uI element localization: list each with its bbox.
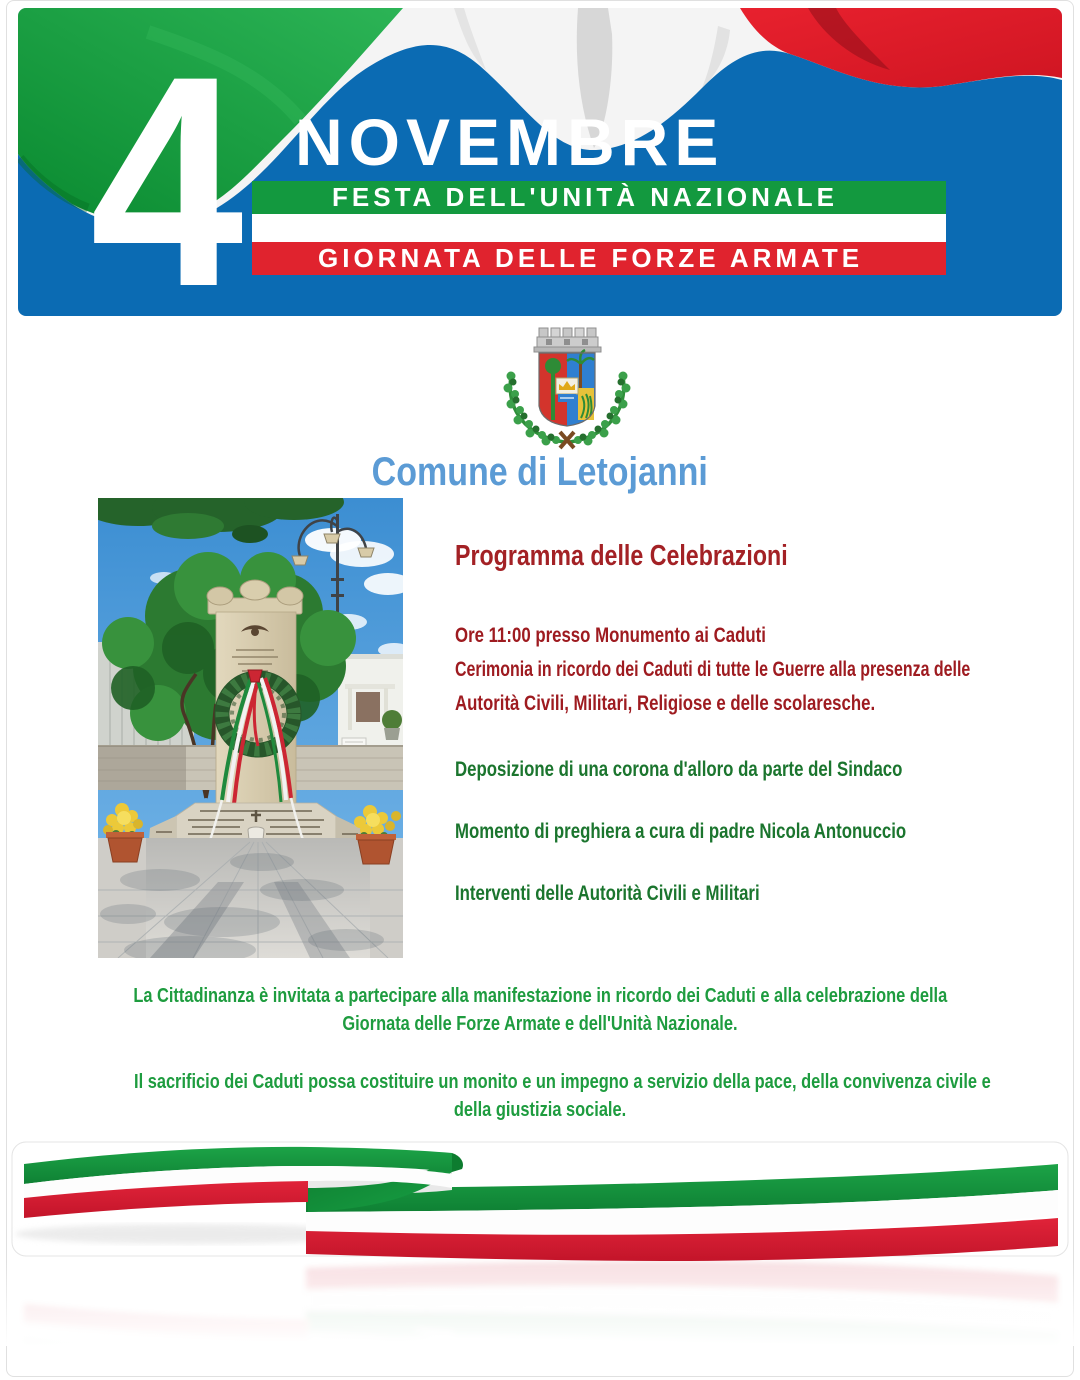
tricolor-ribbon-footer-icon: [0, 1136, 1080, 1346]
closing-paragraph-1: La Cittadinanza è invitata a partecipare alla manifestazione in ricordo dei Caduti e alla celebrazione della Giornata delle Forze Armate e dell'Unità Nazionale.: [133, 985, 947, 1035]
banner-subtitle-green: FESTA DELL'UNITÀ NAZIONALE: [332, 182, 838, 212]
banner-month: NOVEMBRE: [295, 105, 725, 179]
banner-subtitle-red: GIORNATA DELLE FORZE ARMATE: [318, 243, 864, 273]
banner-white-bar: [252, 214, 946, 242]
program-item-3: Interventi delle Autorità Civili e Militari: [455, 882, 760, 905]
header-banner: [18, 8, 1062, 316]
monument-photo: [98, 498, 403, 958]
ceremony-line-1: Ore 11:00 presso Monumento ai Caduti: [455, 624, 766, 647]
program-item-2: Momento di preghiera a cura di padre Nicola Antonuccio: [455, 820, 907, 843]
program-section: [455, 540, 1021, 905]
banner-green-bar: [252, 181, 946, 214]
municipality-name: Comune di Letojanni: [371, 450, 709, 494]
ceremony-line-3: Autorità Civili, Militari, Religiose e delle scolaresche.: [455, 692, 876, 715]
closing-paragraph-2: Il sacrificio dei Caduti possa costituire un monito e un impegno a servizio della pace, della convivenza civile e della giustizia sociale.: [134, 1071, 991, 1121]
banner-day-number: 4: [90, 13, 244, 316]
municipal-coat-of-arms-icon: [482, 326, 652, 450]
pavement: [98, 838, 403, 958]
program-item-1: Deposizione di una corona d'alloro da parte del Sindaco: [455, 758, 903, 781]
ceremony-line-2: Cerimonia in ricordo dei Caduti di tutte le Guerre alla presenza delle: [455, 658, 971, 681]
banner-red-bar: [252, 242, 946, 275]
shield-icon: [539, 350, 595, 426]
mural-crown-icon: [534, 328, 601, 352]
program-title: Programma delle Celebrazioni: [455, 540, 788, 572]
